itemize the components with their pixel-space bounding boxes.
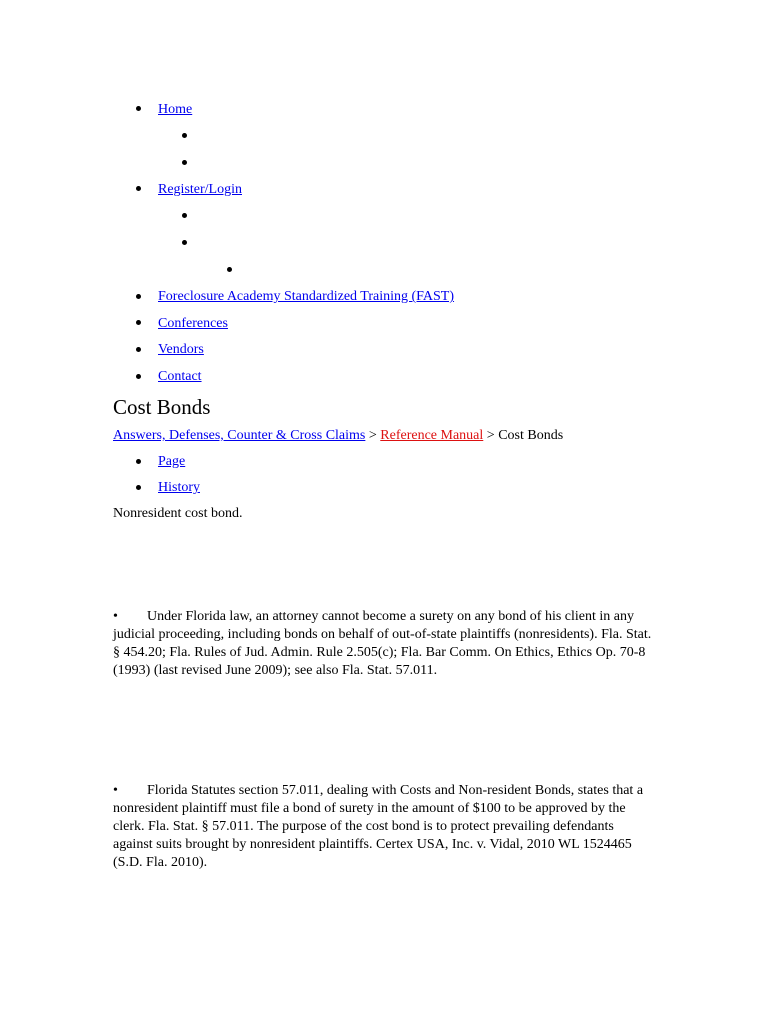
bullet-dot: [136, 485, 141, 490]
paragraph: [113, 782, 653, 872]
breadcrumb-link-reference-manual[interactable]: Reference Manual: [380, 428, 484, 443]
breadcrumb-separator: >: [486, 428, 495, 443]
bullet-dot: [136, 347, 141, 352]
tab-history[interactable]: History: [158, 480, 200, 495]
nav-register-login-link[interactable]: Register/Login: [158, 182, 242, 197]
bullet-dot: [136, 294, 141, 299]
bullet-char: •: [113, 609, 118, 624]
bullet-dot: [182, 240, 187, 245]
bullet-dot: [136, 186, 141, 191]
paragraph: [113, 608, 653, 680]
page-title: Cost Bonds: [113, 395, 211, 419]
nav-home-link[interactable]: Home: [158, 102, 193, 117]
paragraph-text: Under Florida law, an attorney cannot become a surety on any bond of his client in any judicial proceeding, including bonds on behalf of out-of-state plaintiffs (nonresidents). Fla. Stat. § 454.20; Fla. Rules of Jud. Admin. Rule 2.505(c); Fla. Bar Comm. On Ethics, Ethics Op. 70-8 (1993) (last revised June 2009); see also Fla. Stat. 57.011.: [113, 609, 652, 678]
paragraph-text: Florida Statutes section 57.011, dealing with Costs and Non-resident Bonds, states that a nonresident plaintiff must file a bond of surety in the amount of $100 to be approved by the clerk. Fla. Stat. § 57.011. The purpose of the cost bond is to protect prevailing defendants against suits brought by nonresident plaintiffs. Certex USA, Inc. v. Vidal, 2010 WL 1524465 (S.D. Fla. 2010).: [113, 783, 644, 870]
breadcrumb-separator: >: [368, 428, 377, 443]
nav-conferences-link[interactable]: Conferences: [158, 316, 228, 331]
bullet-dot: [182, 160, 187, 165]
bullet-dot: [182, 213, 187, 218]
breadcrumb-current: Cost Bonds: [498, 428, 564, 443]
tab-page[interactable]: Page: [158, 454, 186, 469]
bullet-dot: [227, 267, 232, 272]
nav-fast-link[interactable]: Foreclosure Academy Standardized Training (FAST): [158, 289, 455, 304]
bullet-dot: [136, 320, 141, 325]
bullet-dot: [182, 133, 187, 138]
bullet-char: •: [113, 783, 118, 798]
bullet-dot: [136, 374, 141, 379]
breadcrumb-link-answers[interactable]: Answers, Defenses, Counter & Cross Claims: [113, 428, 366, 443]
bullet-dot: [136, 459, 141, 464]
breadcrumb: [113, 427, 563, 445]
intro-text: Nonresident cost bond.: [113, 506, 243, 521]
nav-contact-link[interactable]: Contact: [158, 369, 202, 384]
bullet-dot: [136, 106, 141, 111]
nav-vendors-link[interactable]: Vendors: [158, 342, 204, 357]
